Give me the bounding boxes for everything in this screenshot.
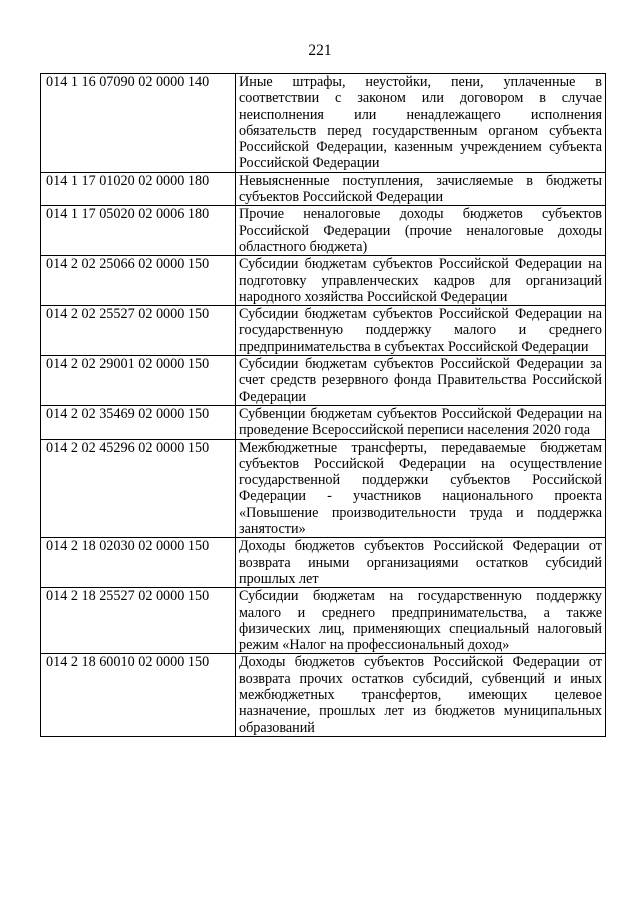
table-row: [41, 654, 606, 736]
description-cell: Субвенции бюджетам субъектов Российской Федерации на проведение Всероссийской переписи населения 2020 года: [236, 405, 606, 439]
description-cell: Иные штрафы, неустойки, пени, уплаченные в соответствии с законом или договором в случае неисполнения или ненадлежащего исполнения обязательств перед государственным органом субъекта Российской Федерации, казенным учреждением субъекта Российской Федерации: [236, 74, 606, 173]
table-row: [41, 588, 606, 654]
table-row: [41, 356, 606, 406]
budget-code-cell: 014 2 02 25066 02 0000 150: [41, 256, 236, 306]
description-cell: Доходы бюджетов субъектов Российской Федерации от возврата прочих остатков субсидий, субвенций и иных межбюджетных трансфертов, имеющих целевое назначение, прошлых лет из бюджетов муниципальных образований: [236, 654, 606, 736]
budget-code-cell: 014 1 17 01020 02 0000 180: [41, 172, 236, 206]
budget-code-cell: 014 2 02 45296 02 0000 150: [41, 439, 236, 538]
table-row: [41, 74, 606, 173]
table-row: [41, 306, 606, 356]
description-cell: Субсидии бюджетам субъектов Российской Федерации на подготовку управленческих кадров для организаций народного хозяйства Российской Федерации: [236, 256, 606, 306]
description-cell: Невыясненные поступления, зачисляемые в бюджеты субъектов Российской Федерации: [236, 172, 606, 206]
description-cell: Прочие неналоговые доходы бюджетов субъектов Российской Федерации (прочие неналоговые доходы областного бюджета): [236, 206, 606, 256]
table-row: [41, 206, 606, 256]
budget-code-cell: 014 2 02 29001 02 0000 150: [41, 356, 236, 406]
table-row: [41, 172, 606, 206]
page-number: 221: [308, 42, 332, 59]
budget-code-cell: 014 1 17 05020 02 0006 180: [41, 206, 236, 256]
description-cell: Межбюджетные трансферты, передаваемые бюджетам субъектов Российской Федерации на осуществление государственной поддержки субъектов Российской Федерации - участников национального проекта «Повышение производительности труда и поддержка занятости»: [236, 439, 606, 538]
income-codes-table: [40, 73, 606, 737]
description-cell: Субсидии бюджетам на государственную поддержку малого и среднего предпринимательства, а также физических лиц, применяющих специальный налоговый режим «Налог на профессиональный доход»: [236, 588, 606, 654]
table-row: [41, 256, 606, 306]
budget-code-cell: 014 2 18 02030 02 0000 150: [41, 538, 236, 588]
table-row: [41, 439, 606, 538]
description-cell: Субсидии бюджетам субъектов Российской Федерации за счет средств резервного фонда Правительства Российской Федерации: [236, 356, 606, 406]
table-row: [41, 538, 606, 588]
description-cell: Субсидии бюджетам субъектов Российской Федерации на государственную поддержку малого и среднего предпринимательства в субъектах Российской Федерации: [236, 306, 606, 356]
budget-code-cell: 014 1 16 07090 02 0000 140: [41, 74, 236, 173]
table-row: [41, 405, 606, 439]
budget-code-cell: 014 2 02 35469 02 0000 150: [41, 405, 236, 439]
budget-code-cell: 014 2 18 25527 02 0000 150: [41, 588, 236, 654]
budget-code-cell: 014 2 18 60010 02 0000 150: [41, 654, 236, 736]
budget-code-cell: 014 2 02 25527 02 0000 150: [41, 306, 236, 356]
description-cell: Доходы бюджетов субъектов Российской Федерации от возврата иными организациями остатков субсидий прошлых лет: [236, 538, 606, 588]
